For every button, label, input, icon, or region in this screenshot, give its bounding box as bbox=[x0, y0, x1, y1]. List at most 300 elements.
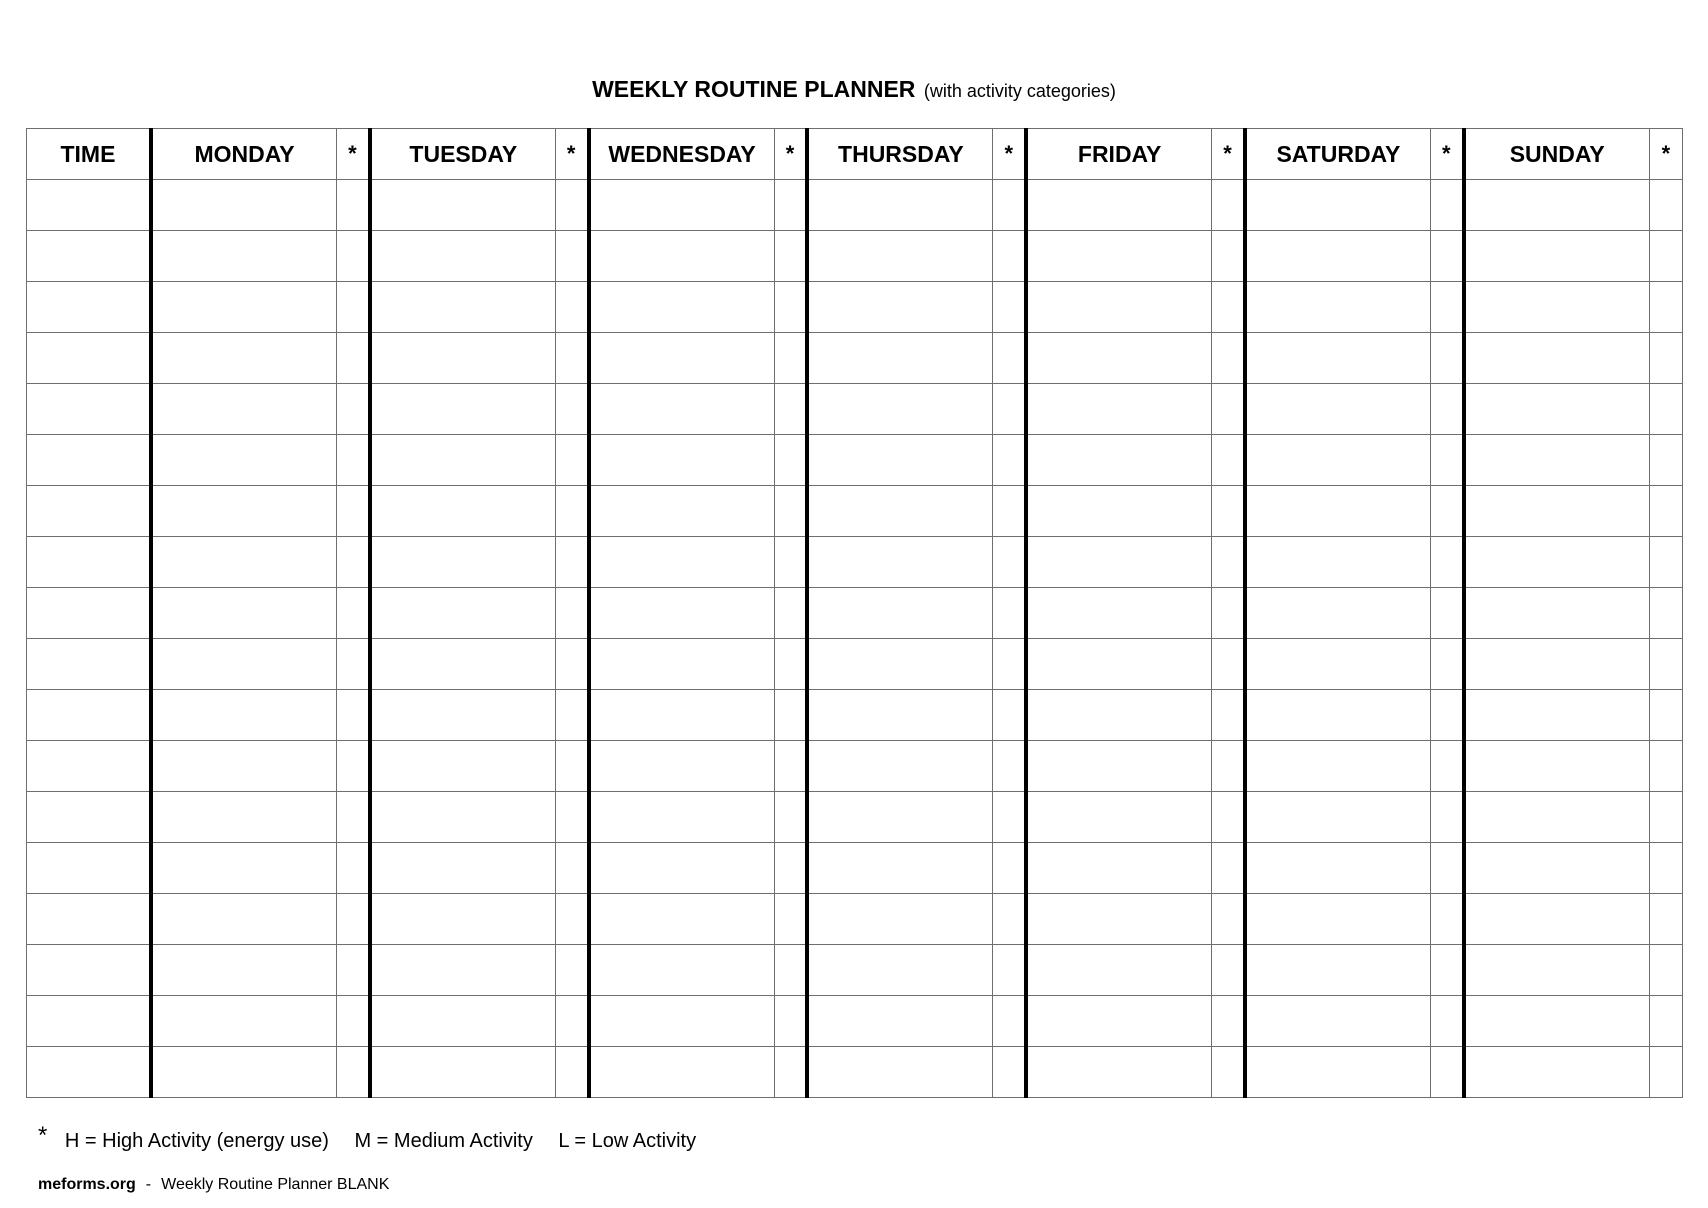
time-cell[interactable] bbox=[27, 1047, 151, 1098]
category-cell-thursday[interactable] bbox=[993, 537, 1026, 588]
activity-star-header: * bbox=[993, 129, 1026, 180]
category-cell-thursday[interactable] bbox=[993, 1047, 1026, 1098]
activity-cell-saturday[interactable] bbox=[1245, 231, 1431, 282]
category-cell-saturday[interactable] bbox=[1431, 945, 1464, 996]
activity-cell-monday[interactable] bbox=[151, 843, 337, 894]
time-cell[interactable] bbox=[27, 588, 151, 639]
time-cell[interactable] bbox=[27, 282, 151, 333]
category-cell-saturday[interactable] bbox=[1431, 1047, 1464, 1098]
category-cell-monday[interactable] bbox=[337, 282, 370, 333]
activity-cell-tuesday[interactable] bbox=[370, 741, 556, 792]
activity-cell-tuesday[interactable] bbox=[370, 690, 556, 741]
category-cell-wednesday[interactable] bbox=[774, 333, 807, 384]
activity-cell-friday[interactable] bbox=[1026, 996, 1212, 1047]
activity-cell-friday[interactable] bbox=[1026, 945, 1212, 996]
activity-cell-sunday[interactable] bbox=[1464, 282, 1650, 333]
activity-cell-tuesday[interactable] bbox=[370, 792, 556, 843]
category-cell-wednesday[interactable] bbox=[774, 894, 807, 945]
activity-cell-thursday[interactable] bbox=[807, 231, 993, 282]
activity-cell-tuesday[interactable] bbox=[370, 486, 556, 537]
category-cell-thursday[interactable] bbox=[993, 996, 1026, 1047]
category-cell-saturday[interactable] bbox=[1431, 231, 1464, 282]
category-cell-friday[interactable] bbox=[1212, 690, 1245, 741]
planner-row bbox=[27, 537, 1683, 588]
activity-cell-sunday[interactable] bbox=[1464, 180, 1650, 231]
category-cell-saturday[interactable] bbox=[1431, 282, 1464, 333]
activity-cell-wednesday[interactable] bbox=[589, 333, 775, 384]
legend-medium: M = Medium Activity bbox=[354, 1130, 533, 1152]
activity-cell-thursday[interactable] bbox=[807, 945, 993, 996]
category-cell-sunday[interactable] bbox=[1649, 894, 1682, 945]
activity-cell-wednesday[interactable] bbox=[589, 945, 775, 996]
activity-cell-monday[interactable] bbox=[151, 282, 337, 333]
category-cell-wednesday[interactable] bbox=[774, 180, 807, 231]
category-cell-sunday[interactable] bbox=[1649, 180, 1682, 231]
activity-cell-saturday[interactable] bbox=[1245, 639, 1431, 690]
legend-asterisk: * bbox=[38, 1122, 48, 1149]
activity-cell-monday[interactable] bbox=[151, 384, 337, 435]
activity-cell-monday[interactable] bbox=[151, 894, 337, 945]
category-cell-monday[interactable] bbox=[337, 486, 370, 537]
category-cell-thursday[interactable] bbox=[993, 741, 1026, 792]
category-cell-tuesday[interactable] bbox=[555, 282, 588, 333]
category-cell-tuesday[interactable] bbox=[555, 639, 588, 690]
activity-cell-saturday[interactable] bbox=[1245, 945, 1431, 996]
activity-cell-sunday[interactable] bbox=[1464, 333, 1650, 384]
category-cell-monday[interactable] bbox=[337, 639, 370, 690]
category-cell-wednesday[interactable] bbox=[774, 384, 807, 435]
category-cell-wednesday[interactable] bbox=[774, 486, 807, 537]
category-cell-sunday[interactable] bbox=[1649, 1047, 1682, 1098]
activity-cell-sunday[interactable] bbox=[1464, 843, 1650, 894]
time-cell[interactable] bbox=[27, 894, 151, 945]
category-cell-tuesday[interactable] bbox=[555, 435, 588, 486]
activity-cell-saturday[interactable] bbox=[1245, 1047, 1431, 1098]
time-cell[interactable] bbox=[27, 333, 151, 384]
activity-cell-friday[interactable] bbox=[1026, 639, 1212, 690]
activity-cell-saturday[interactable] bbox=[1245, 843, 1431, 894]
activity-cell-monday[interactable] bbox=[151, 333, 337, 384]
category-cell-saturday[interactable] bbox=[1431, 384, 1464, 435]
category-cell-monday[interactable] bbox=[337, 384, 370, 435]
activity-cell-friday[interactable] bbox=[1026, 333, 1212, 384]
category-cell-tuesday[interactable] bbox=[555, 1047, 588, 1098]
time-cell[interactable] bbox=[27, 741, 151, 792]
planner-row bbox=[27, 333, 1683, 384]
activity-cell-tuesday[interactable] bbox=[370, 996, 556, 1047]
category-cell-wednesday[interactable] bbox=[774, 1047, 807, 1098]
category-cell-tuesday[interactable] bbox=[555, 486, 588, 537]
activity-cell-friday[interactable] bbox=[1026, 741, 1212, 792]
category-cell-saturday[interactable] bbox=[1431, 741, 1464, 792]
activity-cell-friday[interactable] bbox=[1026, 588, 1212, 639]
category-cell-wednesday[interactable] bbox=[774, 792, 807, 843]
category-cell-sunday[interactable] bbox=[1649, 537, 1682, 588]
activity-cell-thursday[interactable] bbox=[807, 894, 993, 945]
category-cell-sunday[interactable] bbox=[1649, 282, 1682, 333]
activity-cell-wednesday[interactable] bbox=[589, 435, 775, 486]
category-cell-sunday[interactable] bbox=[1649, 843, 1682, 894]
time-cell[interactable] bbox=[27, 231, 151, 282]
activity-cell-friday[interactable] bbox=[1026, 282, 1212, 333]
activity-cell-monday[interactable] bbox=[151, 1047, 337, 1098]
activity-cell-sunday[interactable] bbox=[1464, 231, 1650, 282]
category-cell-friday[interactable] bbox=[1212, 996, 1245, 1047]
category-cell-friday[interactable] bbox=[1212, 282, 1245, 333]
activity-cell-friday[interactable] bbox=[1026, 690, 1212, 741]
activity-star-header: * bbox=[774, 129, 807, 180]
activity-cell-thursday[interactable] bbox=[807, 741, 993, 792]
activity-cell-wednesday[interactable] bbox=[589, 843, 775, 894]
category-cell-saturday[interactable] bbox=[1431, 435, 1464, 486]
category-cell-monday[interactable] bbox=[337, 843, 370, 894]
category-cell-sunday[interactable] bbox=[1649, 384, 1682, 435]
category-cell-monday[interactable] bbox=[337, 333, 370, 384]
activity-cell-friday[interactable] bbox=[1026, 537, 1212, 588]
activity-cell-tuesday[interactable] bbox=[370, 231, 556, 282]
category-cell-thursday[interactable] bbox=[993, 843, 1026, 894]
activity-cell-saturday[interactable] bbox=[1245, 588, 1431, 639]
category-cell-tuesday[interactable] bbox=[555, 384, 588, 435]
planner-row bbox=[27, 231, 1683, 282]
activity-cell-wednesday[interactable] bbox=[589, 792, 775, 843]
category-cell-monday[interactable] bbox=[337, 741, 370, 792]
activity-cell-sunday[interactable] bbox=[1464, 588, 1650, 639]
activity-cell-friday[interactable] bbox=[1026, 792, 1212, 843]
activity-cell-wednesday[interactable] bbox=[589, 741, 775, 792]
category-cell-sunday[interactable] bbox=[1649, 639, 1682, 690]
time-cell[interactable] bbox=[27, 690, 151, 741]
category-cell-tuesday[interactable] bbox=[555, 843, 588, 894]
category-cell-thursday[interactable] bbox=[993, 435, 1026, 486]
category-cell-saturday[interactable] bbox=[1431, 486, 1464, 537]
activity-cell-tuesday[interactable] bbox=[370, 639, 556, 690]
category-cell-wednesday[interactable] bbox=[774, 588, 807, 639]
category-cell-sunday[interactable] bbox=[1649, 333, 1682, 384]
activity-cell-thursday[interactable] bbox=[807, 792, 993, 843]
activity-cell-friday[interactable] bbox=[1026, 231, 1212, 282]
category-cell-monday[interactable] bbox=[337, 588, 370, 639]
activity-cell-thursday[interactable] bbox=[807, 435, 993, 486]
time-cell[interactable] bbox=[27, 639, 151, 690]
activity-cell-friday[interactable] bbox=[1026, 894, 1212, 945]
activity-cell-saturday[interactable] bbox=[1245, 894, 1431, 945]
activity-cell-monday[interactable] bbox=[151, 537, 337, 588]
activity-cell-sunday[interactable] bbox=[1464, 945, 1650, 996]
activity-cell-sunday[interactable] bbox=[1464, 792, 1650, 843]
activity-cell-tuesday[interactable] bbox=[370, 945, 556, 996]
activity-cell-friday[interactable] bbox=[1026, 384, 1212, 435]
activity-cell-thursday[interactable] bbox=[807, 384, 993, 435]
category-cell-tuesday[interactable] bbox=[555, 741, 588, 792]
activity-cell-saturday[interactable] bbox=[1245, 486, 1431, 537]
category-cell-friday[interactable] bbox=[1212, 1047, 1245, 1098]
category-cell-tuesday[interactable] bbox=[555, 894, 588, 945]
activity-cell-wednesday[interactable] bbox=[589, 537, 775, 588]
activity-cell-tuesday[interactable] bbox=[370, 843, 556, 894]
category-cell-friday[interactable] bbox=[1212, 231, 1245, 282]
time-cell[interactable] bbox=[27, 486, 151, 537]
activity-cell-wednesday[interactable] bbox=[589, 894, 775, 945]
category-cell-sunday[interactable] bbox=[1649, 945, 1682, 996]
activity-cell-thursday[interactable] bbox=[807, 486, 993, 537]
activity-cell-wednesday[interactable] bbox=[589, 180, 775, 231]
time-cell[interactable] bbox=[27, 996, 151, 1047]
activity-cell-sunday[interactable] bbox=[1464, 690, 1650, 741]
time-cell[interactable] bbox=[27, 435, 151, 486]
category-cell-saturday[interactable] bbox=[1431, 792, 1464, 843]
planner-row bbox=[27, 486, 1683, 537]
activity-cell-saturday[interactable] bbox=[1245, 282, 1431, 333]
category-cell-monday[interactable] bbox=[337, 996, 370, 1047]
activity-cell-tuesday[interactable] bbox=[370, 282, 556, 333]
activity-cell-friday[interactable] bbox=[1026, 1047, 1212, 1098]
category-cell-saturday[interactable] bbox=[1431, 690, 1464, 741]
planner-row bbox=[27, 741, 1683, 792]
activity-cell-thursday[interactable] bbox=[807, 282, 993, 333]
category-cell-friday[interactable] bbox=[1212, 435, 1245, 486]
category-cell-thursday[interactable] bbox=[993, 792, 1026, 843]
activity-cell-monday[interactable] bbox=[151, 792, 337, 843]
activity-cell-wednesday[interactable] bbox=[589, 588, 775, 639]
time-cell[interactable] bbox=[27, 945, 151, 996]
time-header: TIME bbox=[27, 129, 151, 180]
activity-cell-monday[interactable] bbox=[151, 180, 337, 231]
page-title bbox=[0, 76, 1708, 103]
category-cell-thursday[interactable] bbox=[993, 384, 1026, 435]
day-header-wednesday: WEDNESDAY bbox=[589, 129, 775, 180]
activity-cell-monday[interactable] bbox=[151, 945, 337, 996]
activity-cell-monday[interactable] bbox=[151, 639, 337, 690]
category-cell-tuesday[interactable] bbox=[555, 180, 588, 231]
category-cell-monday[interactable] bbox=[337, 180, 370, 231]
activity-cell-saturday[interactable] bbox=[1245, 537, 1431, 588]
category-cell-tuesday[interactable] bbox=[555, 588, 588, 639]
activity-cell-sunday[interactable] bbox=[1464, 996, 1650, 1047]
legend-low: L = Low Activity bbox=[558, 1130, 697, 1152]
activity-cell-tuesday[interactable] bbox=[370, 588, 556, 639]
activity-cell-tuesday[interactable] bbox=[370, 333, 556, 384]
activity-cell-monday[interactable] bbox=[151, 231, 337, 282]
activity-cell-monday[interactable] bbox=[151, 741, 337, 792]
activity-cell-thursday[interactable] bbox=[807, 996, 993, 1047]
activity-legend bbox=[38, 1122, 716, 1154]
activity-cell-thursday[interactable] bbox=[807, 588, 993, 639]
category-cell-saturday[interactable] bbox=[1431, 333, 1464, 384]
activity-cell-saturday[interactable] bbox=[1245, 792, 1431, 843]
activity-cell-thursday[interactable] bbox=[807, 1047, 993, 1098]
activity-cell-sunday[interactable] bbox=[1464, 741, 1650, 792]
category-cell-friday[interactable] bbox=[1212, 894, 1245, 945]
category-cell-wednesday[interactable] bbox=[774, 690, 807, 741]
footer-site: meforms.org bbox=[38, 1176, 136, 1193]
category-cell-sunday[interactable] bbox=[1649, 792, 1682, 843]
category-cell-thursday[interactable] bbox=[993, 486, 1026, 537]
category-cell-monday[interactable] bbox=[337, 792, 370, 843]
activity-cell-friday[interactable] bbox=[1026, 486, 1212, 537]
category-cell-thursday[interactable] bbox=[993, 945, 1026, 996]
category-cell-friday[interactable] bbox=[1212, 588, 1245, 639]
category-cell-sunday[interactable] bbox=[1649, 588, 1682, 639]
activity-star-header: * bbox=[337, 129, 370, 180]
activity-cell-tuesday[interactable] bbox=[370, 435, 556, 486]
category-cell-sunday[interactable] bbox=[1649, 741, 1682, 792]
category-cell-tuesday[interactable] bbox=[555, 333, 588, 384]
activity-cell-monday[interactable] bbox=[151, 588, 337, 639]
activity-cell-saturday[interactable] bbox=[1245, 384, 1431, 435]
planner-row bbox=[27, 690, 1683, 741]
day-header-tuesday: TUESDAY bbox=[370, 129, 556, 180]
category-cell-wednesday[interactable] bbox=[774, 996, 807, 1047]
activity-cell-monday[interactable] bbox=[151, 690, 337, 741]
activity-cell-monday[interactable] bbox=[151, 486, 337, 537]
activity-cell-saturday[interactable] bbox=[1245, 333, 1431, 384]
category-cell-thursday[interactable] bbox=[993, 894, 1026, 945]
activity-cell-sunday[interactable] bbox=[1464, 537, 1650, 588]
header-row bbox=[27, 129, 1683, 180]
activity-cell-thursday[interactable] bbox=[807, 639, 993, 690]
category-cell-sunday[interactable] bbox=[1649, 435, 1682, 486]
category-cell-saturday[interactable] bbox=[1431, 996, 1464, 1047]
category-cell-tuesday[interactable] bbox=[555, 996, 588, 1047]
activity-cell-thursday[interactable] bbox=[807, 537, 993, 588]
category-cell-friday[interactable] bbox=[1212, 384, 1245, 435]
category-cell-wednesday[interactable] bbox=[774, 639, 807, 690]
category-cell-saturday[interactable] bbox=[1431, 588, 1464, 639]
category-cell-wednesday[interactable] bbox=[774, 945, 807, 996]
category-cell-monday[interactable] bbox=[337, 435, 370, 486]
category-cell-wednesday[interactable] bbox=[774, 282, 807, 333]
category-cell-thursday[interactable] bbox=[993, 690, 1026, 741]
category-cell-sunday[interactable] bbox=[1649, 486, 1682, 537]
category-cell-saturday[interactable] bbox=[1431, 639, 1464, 690]
category-cell-wednesday[interactable] bbox=[774, 537, 807, 588]
activity-cell-thursday[interactable] bbox=[807, 843, 993, 894]
category-cell-monday[interactable] bbox=[337, 1047, 370, 1098]
category-cell-wednesday[interactable] bbox=[774, 741, 807, 792]
category-cell-monday[interactable] bbox=[337, 690, 370, 741]
category-cell-sunday[interactable] bbox=[1649, 996, 1682, 1047]
planner-row bbox=[27, 1047, 1683, 1098]
category-cell-tuesday[interactable] bbox=[555, 945, 588, 996]
activity-cell-saturday[interactable] bbox=[1245, 996, 1431, 1047]
day-header-saturday: SATURDAY bbox=[1245, 129, 1431, 180]
category-cell-saturday[interactable] bbox=[1431, 843, 1464, 894]
activity-cell-thursday[interactable] bbox=[807, 180, 993, 231]
category-cell-tuesday[interactable] bbox=[555, 537, 588, 588]
planner-row bbox=[27, 996, 1683, 1047]
activity-cell-thursday[interactable] bbox=[807, 333, 993, 384]
activity-cell-friday[interactable] bbox=[1026, 435, 1212, 486]
activity-cell-wednesday[interactable] bbox=[589, 690, 775, 741]
category-cell-tuesday[interactable] bbox=[555, 231, 588, 282]
activity-cell-wednesday[interactable] bbox=[589, 486, 775, 537]
activity-cell-saturday[interactable] bbox=[1245, 435, 1431, 486]
activity-cell-tuesday[interactable] bbox=[370, 180, 556, 231]
activity-cell-sunday[interactable] bbox=[1464, 486, 1650, 537]
activity-cell-saturday[interactable] bbox=[1245, 180, 1431, 231]
planner-row bbox=[27, 435, 1683, 486]
category-cell-monday[interactable] bbox=[337, 945, 370, 996]
activity-cell-tuesday[interactable] bbox=[370, 894, 556, 945]
activity-cell-monday[interactable] bbox=[151, 435, 337, 486]
category-cell-monday[interactable] bbox=[337, 231, 370, 282]
activity-cell-tuesday[interactable] bbox=[370, 384, 556, 435]
activity-cell-wednesday[interactable] bbox=[589, 282, 775, 333]
category-cell-wednesday[interactable] bbox=[774, 843, 807, 894]
planner-row bbox=[27, 384, 1683, 435]
planner-row bbox=[27, 945, 1683, 996]
time-cell[interactable] bbox=[27, 537, 151, 588]
category-cell-sunday[interactable] bbox=[1649, 231, 1682, 282]
activity-cell-friday[interactable] bbox=[1026, 843, 1212, 894]
activity-cell-sunday[interactable] bbox=[1464, 435, 1650, 486]
activity-cell-tuesday[interactable] bbox=[370, 537, 556, 588]
activity-cell-sunday[interactable] bbox=[1464, 639, 1650, 690]
category-cell-friday[interactable] bbox=[1212, 843, 1245, 894]
category-cell-friday[interactable] bbox=[1212, 486, 1245, 537]
title-main: WEEKLY ROUTINE PLANNER bbox=[592, 76, 916, 102]
category-cell-thursday[interactable] bbox=[993, 282, 1026, 333]
activity-cell-friday[interactable] bbox=[1026, 180, 1212, 231]
category-cell-saturday[interactable] bbox=[1431, 894, 1464, 945]
category-cell-tuesday[interactable] bbox=[555, 690, 588, 741]
time-cell[interactable] bbox=[27, 384, 151, 435]
category-cell-saturday[interactable] bbox=[1431, 537, 1464, 588]
time-cell[interactable] bbox=[27, 843, 151, 894]
category-cell-monday[interactable] bbox=[337, 537, 370, 588]
category-cell-monday[interactable] bbox=[337, 894, 370, 945]
activity-cell-saturday[interactable] bbox=[1245, 690, 1431, 741]
category-cell-friday[interactable] bbox=[1212, 792, 1245, 843]
legend-high: H = High Activity (energy use) bbox=[64, 1130, 329, 1152]
planner-row bbox=[27, 282, 1683, 333]
activity-cell-monday[interactable] bbox=[151, 996, 337, 1047]
category-cell-thursday[interactable] bbox=[993, 588, 1026, 639]
category-cell-wednesday[interactable] bbox=[774, 435, 807, 486]
category-cell-thursday[interactable] bbox=[993, 639, 1026, 690]
activity-cell-wednesday[interactable] bbox=[589, 384, 775, 435]
category-cell-sunday[interactable] bbox=[1649, 690, 1682, 741]
activity-cell-wednesday[interactable] bbox=[589, 639, 775, 690]
activity-cell-tuesday[interactable] bbox=[370, 1047, 556, 1098]
activity-cell-wednesday[interactable] bbox=[589, 1047, 775, 1098]
category-cell-thursday[interactable] bbox=[993, 231, 1026, 282]
activity-cell-saturday[interactable] bbox=[1245, 741, 1431, 792]
category-cell-friday[interactable] bbox=[1212, 180, 1245, 231]
category-cell-thursday[interactable] bbox=[993, 333, 1026, 384]
category-cell-friday[interactable] bbox=[1212, 741, 1245, 792]
day-header-friday: FRIDAY bbox=[1026, 129, 1212, 180]
category-cell-thursday[interactable] bbox=[993, 180, 1026, 231]
time-cell[interactable] bbox=[27, 180, 151, 231]
activity-cell-wednesday[interactable] bbox=[589, 996, 775, 1047]
category-cell-friday[interactable] bbox=[1212, 537, 1245, 588]
activity-cell-sunday[interactable] bbox=[1464, 1047, 1650, 1098]
activity-cell-sunday[interactable] bbox=[1464, 894, 1650, 945]
category-cell-saturday[interactable] bbox=[1431, 180, 1464, 231]
category-cell-friday[interactable] bbox=[1212, 945, 1245, 996]
activity-cell-wednesday[interactable] bbox=[589, 231, 775, 282]
footer-separator: - bbox=[145, 1176, 152, 1193]
activity-cell-sunday[interactable] bbox=[1464, 384, 1650, 435]
category-cell-friday[interactable] bbox=[1212, 639, 1245, 690]
activity-cell-thursday[interactable] bbox=[807, 690, 993, 741]
category-cell-tuesday[interactable] bbox=[555, 792, 588, 843]
category-cell-friday[interactable] bbox=[1212, 333, 1245, 384]
category-cell-wednesday[interactable] bbox=[774, 231, 807, 282]
time-cell[interactable] bbox=[27, 792, 151, 843]
